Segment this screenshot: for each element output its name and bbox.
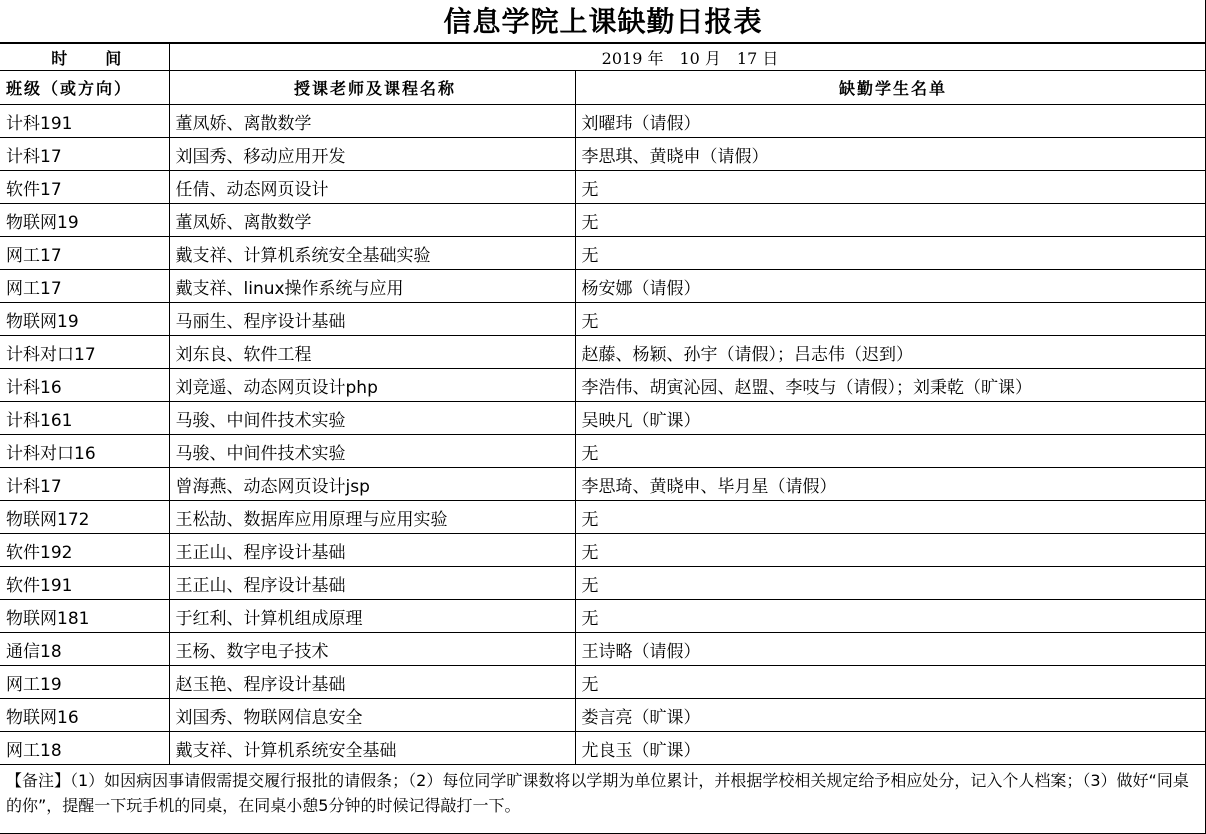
absence-table <box>0 43 1206 765</box>
table-row <box>0 171 1205 204</box>
cell-teacher-course: 董凤娇、离散数学 <box>169 105 575 138</box>
cell-class: 通信18 <box>0 633 169 666</box>
cell-teacher-course: 戴支祥、计算机系统安全基础实验 <box>169 237 575 270</box>
cell-absent-students: 刘曜玮（请假） <box>575 105 1205 138</box>
cell-class: 网工17 <box>0 237 169 270</box>
cell-teacher-course: 曾海燕、动态网页设计jsp <box>169 468 575 501</box>
table-row <box>0 468 1205 501</box>
cell-class: 物联网19 <box>0 204 169 237</box>
cell-absent-students: 无 <box>575 435 1205 468</box>
cell-absent-students: 无 <box>575 534 1205 567</box>
cell-class: 软件17 <box>0 171 169 204</box>
cell-class: 计科对口16 <box>0 435 169 468</box>
cell-absent-students: 无 <box>575 204 1205 237</box>
cell-teacher-course: 王松劼、数据库应用原理与应用实验 <box>169 501 575 534</box>
table-row <box>0 732 1205 765</box>
header-absent-students: 缺勤学生名单 <box>575 71 1205 105</box>
table-row <box>0 666 1205 699</box>
cell-teacher-course: 马丽生、程序设计基础 <box>169 303 575 336</box>
cell-class: 物联网172 <box>0 501 169 534</box>
table-row <box>0 303 1205 336</box>
cell-teacher-course: 王正山、程序设计基础 <box>169 567 575 600</box>
table-row <box>0 534 1205 567</box>
notes: 【备注】（1）如因病因事请假需提交履行报批的请假条；（2）每位同学旷课数将以学期为单位累计，并根据学校相关规定给予相应处分，记入个人档案；（3）做好“同桌的你”，提醒一下玩手机的同桌，在同桌小憩5分钟的时候记得敲打一下。 <box>0 764 1206 834</box>
table-row <box>0 204 1205 237</box>
table-row <box>0 501 1205 534</box>
table-row <box>0 270 1205 303</box>
cell-teacher-course: 赵玉艳、程序设计基础 <box>169 666 575 699</box>
cell-absent-students: 李浩伟、胡寅沁园、赵盟、李吱与（请假）；刘秉乾（旷课） <box>575 369 1205 402</box>
cell-absent-students: 无 <box>575 600 1205 633</box>
time-label: 时 间 <box>0 44 169 71</box>
cell-absent-students: 无 <box>575 303 1205 336</box>
table-row <box>0 600 1205 633</box>
cell-teacher-course: 刘国秀、物联网信息安全 <box>169 699 575 732</box>
report-date: 2019 年 10 月 17 日 <box>169 44 1205 71</box>
cell-class: 网工17 <box>0 270 169 303</box>
cell-teacher-course: 刘竞遥、动态网页设计php <box>169 369 575 402</box>
table-row <box>0 435 1205 468</box>
cell-class: 计科161 <box>0 402 169 435</box>
header-row <box>0 71 1205 105</box>
header-teacher-course: 授课老师及课程名称 <box>169 71 575 105</box>
table-row <box>0 633 1205 666</box>
cell-absent-students: 王诗略（请假） <box>575 633 1205 666</box>
cell-absent-students: 无 <box>575 171 1205 204</box>
header-class: 班级（或方向） <box>0 71 169 105</box>
cell-class: 计科16 <box>0 369 169 402</box>
cell-teacher-course: 马骏、中间件技术实验 <box>169 435 575 468</box>
table-row <box>0 699 1205 732</box>
cell-teacher-course: 戴支祥、linux操作系统与应用 <box>169 270 575 303</box>
cell-absent-students: 尤良玉（旷课） <box>575 732 1205 765</box>
table-row <box>0 138 1205 171</box>
cell-absent-students: 娄言亮（旷课） <box>575 699 1205 732</box>
cell-class: 物联网19 <box>0 303 169 336</box>
table-row <box>0 567 1205 600</box>
cell-absent-students: 无 <box>575 237 1205 270</box>
table-row <box>0 336 1205 369</box>
table-row <box>0 105 1205 138</box>
date-row <box>0 44 1205 71</box>
cell-absent-students: 李思琦、黄晓申、毕月星（请假） <box>575 468 1205 501</box>
cell-class: 计科对口17 <box>0 336 169 369</box>
cell-class: 软件191 <box>0 567 169 600</box>
cell-class: 网工18 <box>0 732 169 765</box>
cell-absent-students: 李思琪、黄晓申（请假） <box>575 138 1205 171</box>
cell-absent-students: 无 <box>575 567 1205 600</box>
cell-absent-students: 杨安娜（请假） <box>575 270 1205 303</box>
cell-class: 软件192 <box>0 534 169 567</box>
cell-teacher-course: 王杨、数字电子技术 <box>169 633 575 666</box>
report-title: 信息学院上课缺勤日报表 <box>0 0 1206 43</box>
cell-class: 网工19 <box>0 666 169 699</box>
cell-teacher-course: 董凤娇、离散数学 <box>169 204 575 237</box>
cell-teacher-course: 王正山、程序设计基础 <box>169 534 575 567</box>
cell-absent-students: 无 <box>575 666 1205 699</box>
cell-class: 物联网181 <box>0 600 169 633</box>
cell-absent-students: 吴映凡（旷课） <box>575 402 1205 435</box>
cell-teacher-course: 马骏、中间件技术实验 <box>169 402 575 435</box>
cell-teacher-course: 刘东良、软件工程 <box>169 336 575 369</box>
cell-class: 计科191 <box>0 105 169 138</box>
table-row <box>0 402 1205 435</box>
cell-teacher-course: 刘国秀、移动应用开发 <box>169 138 575 171</box>
cell-teacher-course: 于红利、计算机组成原理 <box>169 600 575 633</box>
cell-absent-students: 无 <box>575 501 1205 534</box>
table-row <box>0 369 1205 402</box>
cell-class: 计科17 <box>0 468 169 501</box>
cell-class: 计科17 <box>0 138 169 171</box>
cell-teacher-course: 戴支祥、计算机系统安全基础 <box>169 732 575 765</box>
cell-teacher-course: 任倩、动态网页设计 <box>169 171 575 204</box>
table-row <box>0 237 1205 270</box>
cell-absent-students: 赵藤、杨颖、孙宇（请假）；吕志伟（迟到） <box>575 336 1205 369</box>
cell-class: 物联网16 <box>0 699 169 732</box>
